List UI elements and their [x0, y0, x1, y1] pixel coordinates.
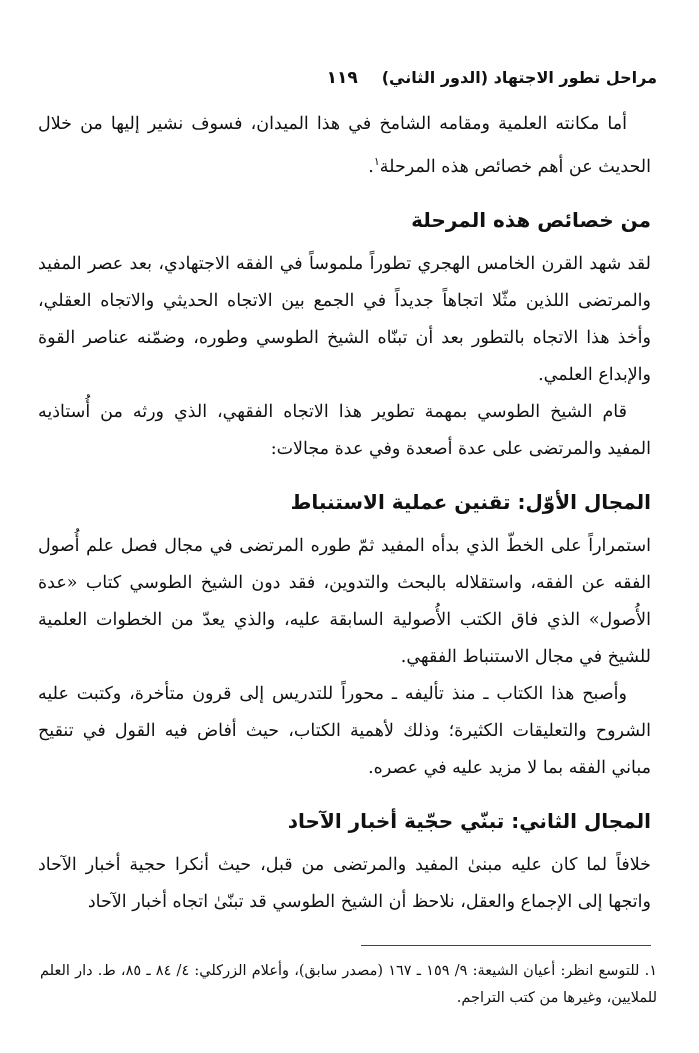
running-header [40, 68, 657, 88]
footnote-divider [361, 945, 651, 946]
main-text [38, 106, 651, 921]
paragraph-3: قام الشيخ الطوسي بمهمة تطوير هذا الاتجاه الفقهي، الذي ورثه من أُستاذيه المفيد والمرتضى على عدة أصعدة وفي عدة مجالات: [38, 401, 651, 459]
section-heading-characteristics: من خصائص هذه المرحلة [411, 207, 651, 232]
paragraph-4: استمراراً على الخطّ الذي بدأه المفيد ثمّ طوره المرتضى في مجال فصل علم أُصول الفقه عن الفقه، واستقلاله بالبحث والتدوين، فقد دون الشيخ الطوسي كتاب «عدة الأُصول» الذي فاق الكتب الأُصولية السابقة عليه، والذي يعدّ من الخطوات العلمية للشيخ في مجال الاستنباط الفقهي. [38, 535, 651, 667]
section-heading-first-field: المجال الأوّل: تقنين عملية الاستنباط [290, 489, 651, 514]
paragraph-5: وأصبح هذا الكتاب ـ منذ تأليفه ـ محوراً للتدريس إلى قرون متأخرة، وكتبت عليه الشروح والتعليقات الكثيرة؛ وذلك لأهمية الكتاب، حيث أفاض فيه القول في تنقيح مباني الفقه بما لا مزيد عليه في عصره. [38, 683, 651, 778]
paragraph-1: أما مكانته العلمية ومقامه الشامخ في هذا الميدان، فسوف نشير إليها من خلال الحديث عن أهم خصائص هذه المرحلة$^١$. [38, 114, 651, 177]
paragraph-1-text: أما مكانته العلمية ومقامه الشامخ في هذا الميدان، فسوف نشير إليها من خلال الحديث عن أهم خصائص هذه المرحلة [38, 114, 651, 177]
footnote: ١. للتوسع انظر: أعيان الشيعة: ٩/ ١٥٩ ـ ١٦٧ (مصدر سابق)، وأعلام الزركلي: ٤/ ٨٤ ـ ٨٥، ط. دار العلم للملايين، وغيرها من كتب التراجم. [40, 963, 658, 1006]
running-title: مراحل تطور الاجتهاد (الدور الثاني) [381, 68, 657, 87]
page-number: ١١٩ [326, 68, 358, 88]
paragraph-6: خلافاً لما كان عليه مبنىٰ المفيد والمرتضى من قبل، حيث أنكرا حجية أخبار الآحاد واتجها إلى الإجماع والعقل، نلاحظ أن الشيخ الطوسي قد تبنّىٰ اتجاه أخبار الآحاد [38, 854, 651, 912]
footnote-marker: ١ [373, 155, 380, 168]
section-heading-second-field: المجال الثاني: تبنّي حجّية أخبار الآحاد [287, 808, 651, 833]
paragraph-2: لقد شهد القرن الخامس الهجري تطوراً ملموساً في الفقه الاجتهادي، بعد عصر المفيد والمرتضى اللذين مثّلا اتجاهاً جديداً في الجمع بين الاتجاه الحديثي والاتجاه العقلي، وأخذ هذا الاتجاه بالتطور بعد أن تبنّاه الشيخ الطوسي وطوره، وضمّنه عناصر القوة والإبداع العلمي. [38, 253, 651, 385]
